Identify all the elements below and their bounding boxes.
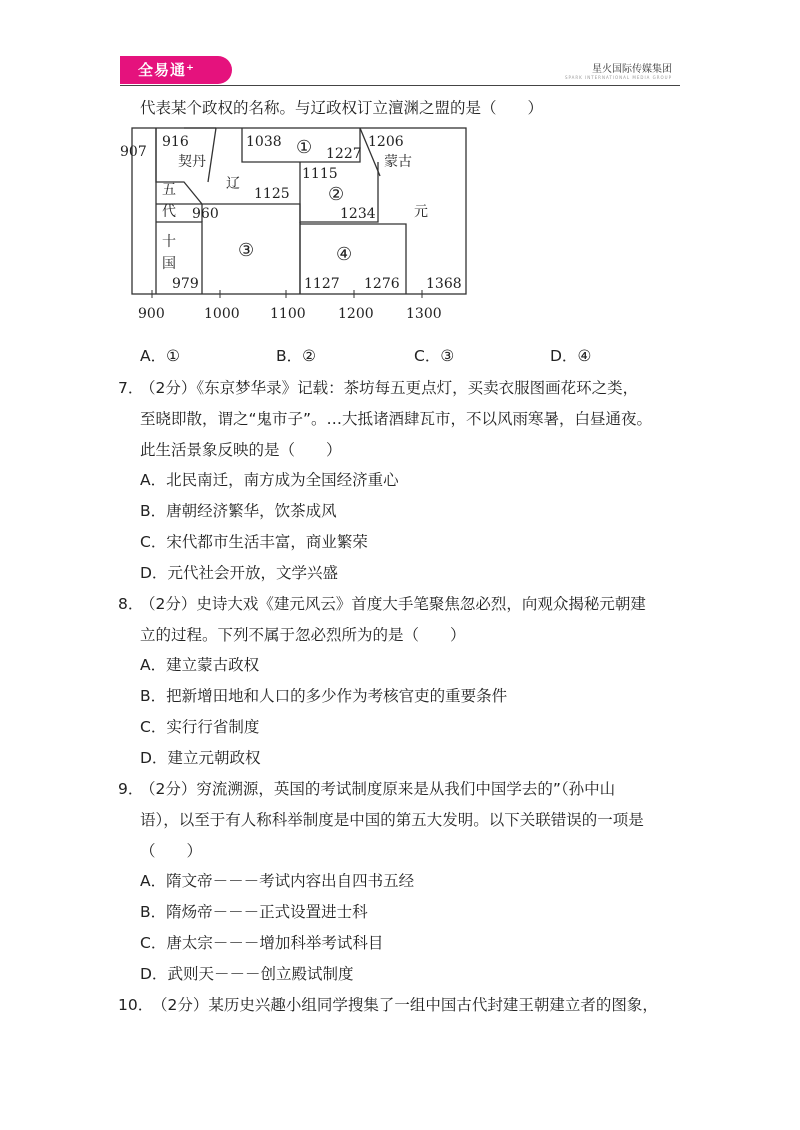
q9-option-a[interactable]: A．隋文帝－－－考试内容出自四书五经: [140, 872, 415, 890]
q9-stem-line-1: （2分）穷流溯源，英国的考试制度原来是从我们中国学去的”（孙中山: [140, 780, 616, 798]
brand-block: [565, 60, 672, 80]
q9-option-c[interactable]: C．唐太宗－－－增加科举考试科目: [140, 934, 384, 952]
label-1234: 1234: [340, 206, 376, 222]
brand-subtitle: SPARK INTERNATIONAL MEDIA GROUP: [564, 75, 672, 80]
q9-number: 9．: [118, 780, 144, 798]
label-menggu: 蒙古: [384, 154, 412, 170]
label-circle-2: ②: [328, 184, 345, 205]
q7-stem-line-2: 至晓即散，谓之“鬼市子”。…大抵诸酒肆瓦市，不以风雨寒暑，白昼通夜。: [140, 410, 653, 428]
label-wudai-1: 五: [162, 182, 176, 198]
q7-option-d[interactable]: D．元代社会开放，文学兴盛: [140, 564, 338, 582]
q6-option-d[interactable]: D．④: [550, 347, 592, 365]
brand-name: 星火国际传媒集团: [592, 64, 672, 75]
q8-stem-line-2: 立的过程。下列不属于忽必烈所为的是（ ）: [140, 626, 466, 644]
label-960: 960: [192, 206, 219, 222]
q6-option-c[interactable]: C．③: [414, 347, 455, 365]
q8-option-d[interactable]: D．建立元朝政权: [140, 749, 261, 767]
label-979: 979: [172, 276, 199, 292]
page-header: [120, 56, 680, 88]
label-circle-1: ①: [296, 137, 313, 158]
label-907: 907: [120, 144, 147, 160]
q7-stem-line-1: （2分）《东京梦华录》记载：茶坊每五更点灯，买卖衣服图画花环之类，: [140, 379, 639, 397]
label-wudai-2: 代: [162, 204, 176, 220]
q8-stem-line-1: （2分）史诗大戏《建元风云》首度大手笔聚焦忽必烈，向观众揭秘元朝建: [140, 595, 646, 613]
quanyitong-logo: 全易通⁺: [120, 56, 232, 84]
q8-option-a[interactable]: A．建立蒙古政权: [140, 656, 260, 674]
q7-number: 7．: [118, 379, 144, 397]
label-916: 916: [162, 134, 189, 150]
label-liao: 辽: [226, 176, 240, 192]
q7-stem-line-3: 此生活景象反映的是（ ）: [140, 441, 342, 459]
label-shiguo-2: 国: [162, 256, 176, 272]
label-1038: 1038: [246, 134, 282, 150]
label-1206: 1206: [368, 134, 404, 150]
label-circle-3: ③: [238, 240, 255, 261]
label-circle-4: ④: [336, 244, 353, 265]
q6-stem-tail: 代表某个政权的名称。与辽政权订立澶渊之盟的是（ ）: [140, 99, 544, 117]
label-yuan: 元: [414, 204, 428, 220]
label-1115: 1115: [302, 166, 338, 182]
label-qidan: 契丹: [178, 154, 206, 170]
q7-option-a[interactable]: A．北民南迁，南方成为全国经济重心: [140, 471, 399, 489]
q9-option-b[interactable]: B．隋炀帝－－－正式设置进士科: [140, 903, 368, 921]
tick-1300: 1300: [406, 306, 442, 322]
q9-stem-line-3: （ ）: [140, 842, 203, 860]
header-divider: [120, 85, 680, 86]
q6-option-b[interactable]: B．②: [276, 347, 317, 365]
label-1125: 1125: [254, 186, 290, 202]
q7-option-c[interactable]: C．宋代都市生活丰富，商业繁荣: [140, 533, 368, 551]
q9-option-d[interactable]: D．武则天－－－创立殿试制度: [140, 965, 354, 983]
label-1227: 1227: [326, 146, 362, 162]
q9-stem-line-2: 语），以至于有人称科举制度是中国的第五大发明。以下关联错误的一项是: [140, 811, 644, 829]
q7-option-b[interactable]: B．唐朝经济繁华，饮茶成风: [140, 502, 337, 520]
q10-stem-line-1: （2分）某历史兴趣小组同学搜集了一组中国古代封建王朝建立者的图象，: [152, 996, 658, 1014]
tick-1100: 1100: [270, 306, 306, 322]
q8-option-c[interactable]: C．实行行省制度: [140, 718, 260, 736]
q10-number: 10．: [118, 996, 154, 1014]
dynasty-timeline-chart: [118, 122, 478, 328]
tick-1200: 1200: [338, 306, 374, 322]
tick-900: 900: [138, 306, 165, 322]
q6-option-a[interactable]: A．①: [140, 347, 181, 365]
label-1368: 1368: [426, 276, 462, 292]
label-1276: 1276: [364, 276, 400, 292]
q8-option-b[interactable]: B．把新增田地和人口的多少作为考核官吏的重要条件: [140, 687, 508, 705]
tick-1000: 1000: [204, 306, 240, 322]
label-1127: 1127: [304, 276, 340, 292]
q8-number: 8．: [118, 595, 144, 613]
label-shiguo-1: 十: [162, 234, 176, 250]
